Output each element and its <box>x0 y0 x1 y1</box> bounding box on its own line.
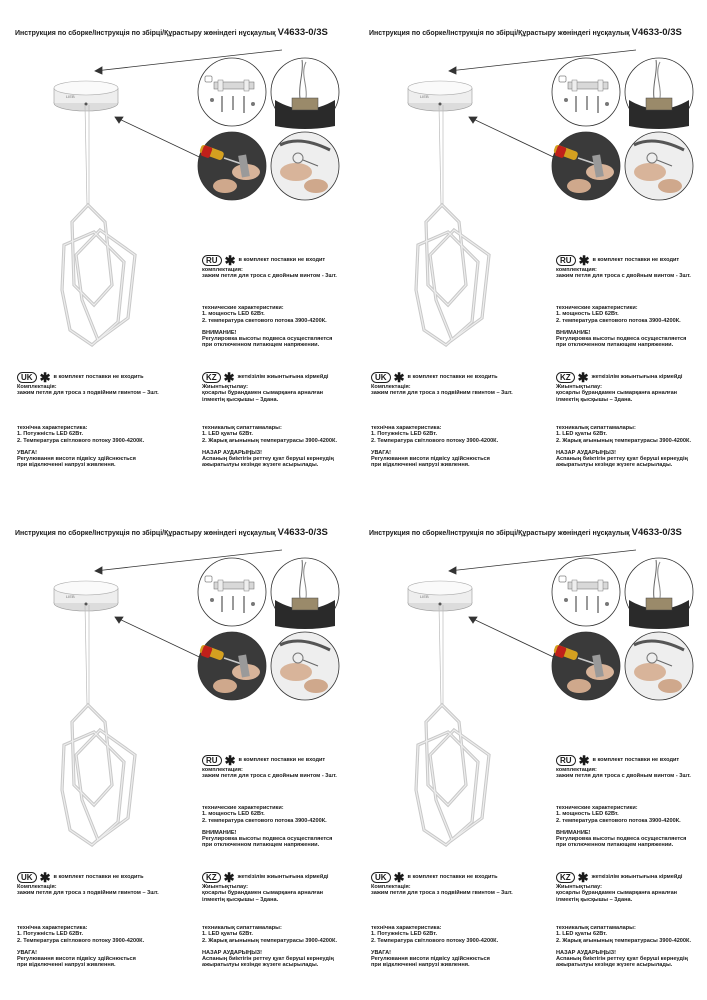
model-number: V4633-0/3S <box>277 527 328 538</box>
star-icon: ✱ <box>578 753 590 768</box>
kz-badge: KZ <box>202 372 221 383</box>
screwdriver-detail-circle <box>198 632 266 700</box>
kz-section: KZ ✱ жеткізілім жиынтығына кірмейді Жиынтықтылау: қосарлы бұрандамен сымарқанға арналған ілмектің қысқышы – 3дана. <box>556 370 683 403</box>
led-frame <box>416 705 489 845</box>
suspension-cables <box>439 605 443 705</box>
star-icon: ✱ <box>393 870 405 885</box>
star-icon: ✱ <box>39 870 51 885</box>
ru-tech-section: технические характеристики: 1. мощность LED 62Вт. 2. температура светового потока 3900-4200К. ВНИМАНИЕ! Регулировка высоты подвеса осуществляется при отключенном питающем напряжении. <box>202 305 333 349</box>
sheet-title: Инструкция по сборке/Інструкція по збірці/Құрастыру жөніндегі нұсқаулық V4633-0/3S <box>15 527 328 538</box>
star-icon: ✱ <box>223 870 235 885</box>
svg-text:LIЕB: LIЕB <box>66 594 75 599</box>
kz-badge: KZ <box>556 872 575 883</box>
uk-section: UK ✱ в комплект поставки не входить Комплектація: зажим петля для троса з подвійним гвинтом – 3шт. <box>17 370 159 397</box>
uk-tech-section: технічна характеристика: 1. Потужність LED 62Вт. 2. Температура світлового потоку 3900-4200К. УВАГА! Регулювання висоти підвісу здійснюється при відключенні напрузі живлення. <box>17 425 145 469</box>
lamp-illustration <box>354 500 704 996</box>
cable-adjust-detail-circle <box>271 132 339 200</box>
uk-tech-section: технічна характеристика: 1. Потужність LED 62Вт. 2. Температура світлового потоку 3900-4200К. УВАГА! Регулювання висоти підвісу здійснюється при відключенні напрузі живлення. <box>17 925 145 969</box>
uk-tech-section: технічна характеристика: 1. Потужність LED 62Вт. 2. Температура світлового потоку 3900-4200К. УВАГА! Регулювання висоти підвісу здійснюється при відключенні напрузі живлення. <box>371 925 499 969</box>
screwdriver-detail-circle <box>552 632 620 700</box>
ru-badge: RU <box>202 755 222 766</box>
kz-tech-section: техникалық сипаттамалары: 1. LED қуаты 62Вт. 2. Жарық ағынының температурасы 3900-4200К. НАЗАР АУДАРЫҢЫЗ! Аспаның биіктігін реттеу қуат беруші кернеудің ажыратылуы кезінде жүзеге асырылады. <box>556 425 692 469</box>
sheet-title: Инструкция по сборке/Інструкція по збірці/Құрастыру жөніндегі нұсқаулық V4633-0/3S <box>15 27 328 38</box>
suspension-cables <box>85 605 89 705</box>
ru-badge: RU <box>556 755 576 766</box>
lamp-illustration <box>354 0 704 496</box>
star-icon: ✱ <box>39 370 51 385</box>
star-icon: ✱ <box>223 370 235 385</box>
wiring-detail-circle <box>271 58 339 129</box>
ceiling-canopy <box>54 81 118 111</box>
sheet-title: Инструкция по сборке/Інструкція по збірці/Құрастыру жөніндегі нұсқаулық V4633-0/3S <box>369 527 682 538</box>
star-icon: ✱ <box>578 253 590 268</box>
model-number: V4633-0/3S <box>631 27 682 38</box>
kz-badge: KZ <box>556 372 575 383</box>
suspension-cables <box>85 105 89 205</box>
svg-text:LIЕB: LIЕB <box>420 94 429 99</box>
svg-text:LIЕB: LIЕB <box>420 594 429 599</box>
uk-section: UK ✱ в комплект поставки не входить Комплектація: зажим петля для троса з подвійним гвинтом – 3шт. <box>371 870 513 897</box>
bracket-detail-circle <box>198 58 266 126</box>
ru-tech-section: технические характеристики: 1. мощность LED 62Вт. 2. температура светового потока 3900-4200К. ВНИМАНИЕ! Регулировка высоты подвеса осуществляется при отключенном питающем напряжении. <box>202 805 333 849</box>
cable-adjust-detail-circle <box>271 632 339 700</box>
ceiling-canopy <box>408 81 472 111</box>
kz-tech-section: техникалық сипаттамалары: 1. LED қуаты 62Вт. 2. Жарық ағынының температурасы 3900-4200К. НАЗАР АУДАРЫҢЫЗ! Аспаның биіктігін реттеу қуат беруші кернеудің ажыратылуы кезінде жүзеге асырылады. <box>202 425 338 469</box>
ru-badge: RU <box>202 255 222 266</box>
bracket-detail-circle <box>198 558 266 626</box>
uk-badge: UK <box>371 872 391 883</box>
star-icon: ✱ <box>577 370 589 385</box>
ru-tech-section: технические характеристики: 1. мощность LED 62Вт. 2. температура светового потока 3900-4200К. ВНИМАНИЕ! Регулировка высоты подвеса осуществляется при отключенном питающем напряжении. <box>556 805 687 849</box>
instruction-sheet-3 <box>0 500 350 996</box>
ru-section: RU ✱ в комплект поставки не входит комплектация: зажим петля для троса с двойным винтом - 3шт. <box>556 753 691 780</box>
kz-section: KZ ✱ жеткізілім жиынтығына кірмейді Жиынтықтылау: қосарлы бұрандамен сымарқанға арналған ілмектің қысқышы – 3дана. <box>556 870 683 903</box>
instruction-sheet-4 <box>354 500 704 996</box>
led-frame <box>416 205 489 345</box>
uk-badge: UK <box>17 372 37 383</box>
wiring-detail-circle <box>625 558 693 629</box>
instruction-sheet-2 <box>354 0 704 496</box>
wiring-detail-circle <box>271 558 339 629</box>
kz-section: KZ ✱ жеткізілім жиынтығына кірмейді Жиынтықтылау: қосарлы бұрандамен сымарқанға арналған ілмектің қысқышы – 3дана. <box>202 370 329 403</box>
uk-badge: UK <box>371 372 391 383</box>
ru-section: RU ✱ в комплект поставки не входит комплектация: зажим петля для троса с двойным винтом - 3шт. <box>202 253 337 280</box>
screwdriver-detail-circle <box>198 132 266 200</box>
star-icon: ✱ <box>224 253 236 268</box>
model-number: V4633-0/3S <box>277 27 328 38</box>
wiring-detail-circle <box>625 58 693 129</box>
kz-tech-section: техникалық сипаттамалары: 1. LED қуаты 62Вт. 2. Жарық ағынының температурасы 3900-4200К. НАЗАР АУДАРЫҢЫЗ! Аспаның биіктігін реттеу қуат беруші кернеудің ажыратылуы кезінде жүзеге асырылады. <box>556 925 692 969</box>
lamp-illustration <box>0 500 350 996</box>
uk-badge: UK <box>17 872 37 883</box>
uk-tech-section: технічна характеристика: 1. Потужність LED 62Вт. 2. Температура світлового потоку 3900-4200К. УВАГА! Регулювання висоти підвісу здійснюється при відключенні напрузі живлення. <box>371 425 499 469</box>
kz-badge: KZ <box>202 872 221 883</box>
bracket-detail-circle <box>552 558 620 626</box>
led-frame <box>62 205 135 345</box>
sheet-title: Инструкция по сборке/Інструкція по збірці/Құрастыру жөніндегі нұсқаулық V4633-0/3S <box>369 27 682 38</box>
uk-section: UK ✱ в комплект поставки не входить Комплектація: зажим петля для троса з подвійним гвинтом – 3шт. <box>17 870 159 897</box>
ru-section: RU ✱ в комплект поставки не входит комплектация: зажим петля для троса с двойным винтом - 3шт. <box>202 753 337 780</box>
kz-tech-section: техникалық сипаттамалары: 1. LED қуаты 62Вт. 2. Жарық ағынының температурасы 3900-4200К. НАЗАР АУДАРЫҢЫЗ! Аспаның биіктігін реттеу қуат беруші кернеудің ажыратылуы кезінде жүзеге асырылады. <box>202 925 338 969</box>
ceiling-canopy <box>54 581 118 611</box>
ceiling-canopy <box>408 581 472 611</box>
instruction-sheet-1 <box>0 0 350 496</box>
suspension-cables <box>439 105 443 205</box>
ru-tech-section: технические характеристики: 1. мощность LED 62Вт. 2. температура светового потока 3900-4200К. ВНИМАНИЕ! Регулировка высоты подвеса осуществляется при отключенном питающем напряжении. <box>556 305 687 349</box>
bracket-detail-circle <box>552 58 620 126</box>
ru-badge: RU <box>556 255 576 266</box>
model-number: V4633-0/3S <box>631 527 682 538</box>
screwdriver-detail-circle <box>552 132 620 200</box>
star-icon: ✱ <box>393 370 405 385</box>
cable-adjust-detail-circle <box>625 132 693 200</box>
led-frame <box>62 705 135 845</box>
star-icon: ✱ <box>577 870 589 885</box>
ru-section: RU ✱ в комплект поставки не входит комплектация: зажим петля для троса с двойным винтом - 3шт. <box>556 253 691 280</box>
uk-section: UK ✱ в комплект поставки не входить Комплектація: зажим петля для троса з подвійним гвинтом – 3шт. <box>371 370 513 397</box>
kz-section: KZ ✱ жеткізілім жиынтығына кірмейді Жиынтықтылау: қосарлы бұрандамен сымарқанға арналған ілмектің қысқышы – 3дана. <box>202 870 329 903</box>
cable-adjust-detail-circle <box>625 632 693 700</box>
lamp-illustration <box>0 0 350 496</box>
star-icon: ✱ <box>224 753 236 768</box>
svg-text:LIЕB: LIЕB <box>66 94 75 99</box>
